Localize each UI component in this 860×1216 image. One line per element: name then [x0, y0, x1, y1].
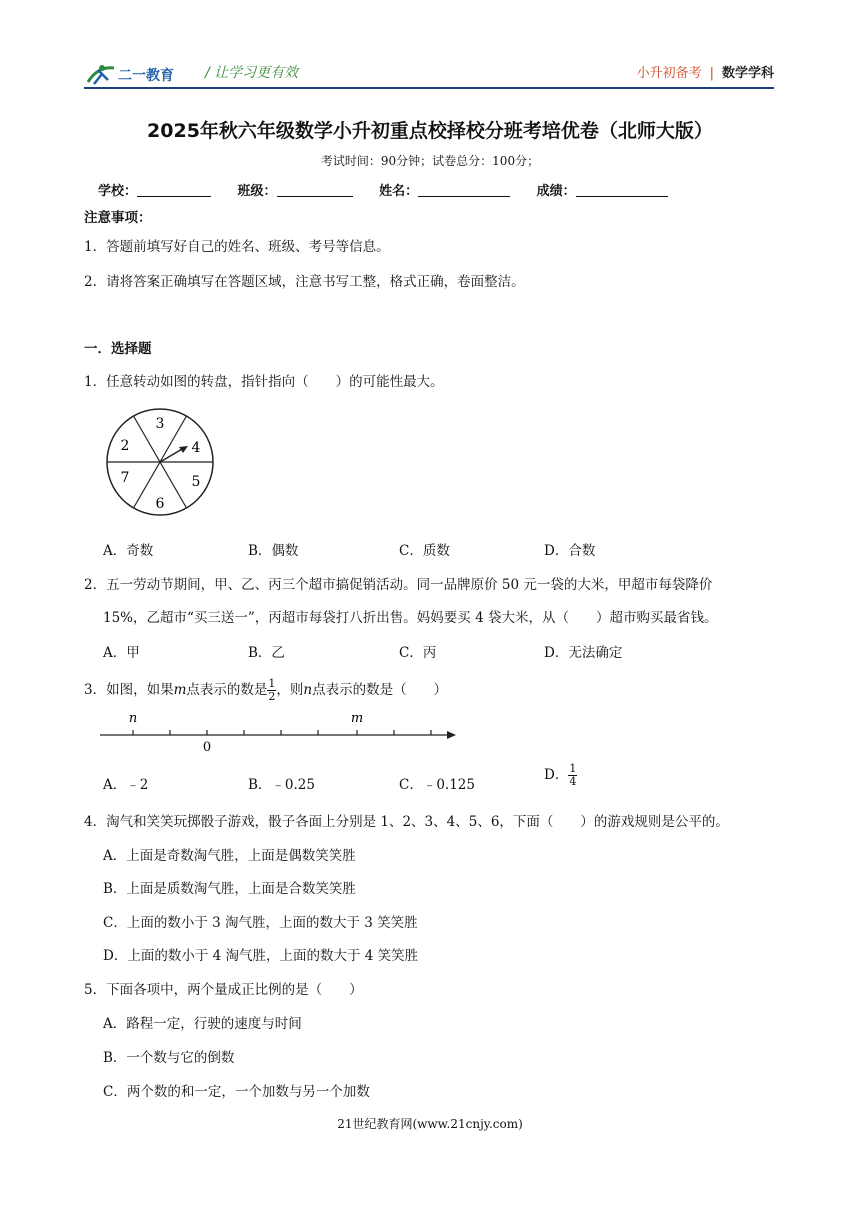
spinner-number: 2 [120, 438, 130, 454]
question-3-stem: 3．如图，如果m点表示的数是 $\frac{1}{2}$ ，则n点表示的数是（ ） [84, 677, 448, 703]
option[interactable]: B．上面是质数淘气胜，上面是合数笑笑胜 [103, 881, 356, 897]
notice-item: 2．请将答案正确填写在答题区域，注意书写工整，格式正确，卷面整洁。 [84, 274, 525, 290]
name-label: 姓名： [379, 184, 419, 199]
logo-text: 二一教育 [118, 68, 174, 84]
label-zero: 0 [202, 740, 212, 755]
subject-label: 数学学科 [721, 66, 774, 81]
header-rule [84, 87, 774, 89]
option[interactable]: D． $\frac{1}{4}$ [544, 762, 577, 788]
spinner-number: 5 [191, 474, 201, 490]
school-blank[interactable] [137, 182, 211, 197]
score-label: 成绩： [536, 184, 576, 199]
notice-heading: 注意事项： [84, 210, 152, 226]
option[interactable]: C．﹣0.125 [399, 777, 475, 793]
spinner-number: 3 [155, 416, 165, 432]
exam-info: 考试时间：90分钟；试卷总分：100分； [320, 154, 540, 168]
option[interactable]: B．乙 [248, 645, 285, 661]
option[interactable]: B．偶数 [248, 543, 299, 559]
option[interactable]: D．合数 [544, 543, 596, 559]
option[interactable]: A．甲 [103, 645, 140, 661]
label-m: m [350, 711, 364, 726]
question-5-stem: 5．下面各项中，两个量成正比例的是（ ） [84, 982, 363, 998]
arrow-icon [447, 731, 456, 739]
spinner-figure [102, 408, 218, 520]
option[interactable]: C．丙 [399, 645, 437, 661]
option[interactable]: C．两个数的和一定，一个加数与另一个加数 [103, 1084, 370, 1100]
section-heading: 一．选择题 [84, 341, 152, 357]
option[interactable]: A．﹣2 [103, 777, 149, 793]
option[interactable]: C．质数 [399, 543, 450, 559]
label-n: n [128, 711, 138, 726]
student-fields [98, 180, 690, 199]
page-title: 2025年秋六年级数学小升初重点校择校分班考培优卷（北师大版） [147, 120, 713, 142]
option[interactable]: D．无法确定 [544, 645, 623, 661]
brand-logo [84, 58, 204, 90]
header-right [637, 62, 774, 81]
page-footer: 21世纪教育网(www.21cnjy.com) [337, 1117, 523, 1131]
option[interactable]: D．上面的数小于 4 淘气胜，上面的数大于 4 笑笑胜 [103, 948, 419, 964]
class-label: 班级： [237, 184, 277, 199]
question-4-stem: 4．淘气和笑笑玩掷骰子游戏，骰子各面上分别是 1、2、3、4、5、6，下面（ ）的游戏规则是公平的。 [84, 814, 729, 830]
option[interactable]: B．一个数与它的倒数 [103, 1050, 235, 1066]
category-label: 小升初备考 [636, 66, 702, 81]
fraction-half: $\frac{1}{2}$ [268, 677, 276, 703]
notice-item: 1．答题前填写好自己的姓名、班级、考号等信息。 [84, 239, 390, 255]
spinner-number: 7 [120, 470, 130, 486]
fraction-quarter: $\frac{1}{4}$ [569, 762, 577, 788]
spinner-number: 4 [191, 440, 201, 456]
option[interactable]: B．﹣0.25 [248, 777, 315, 793]
option[interactable]: A．奇数 [103, 543, 154, 559]
question-1-stem: 1．任意转动如图的转盘，指针指向（ ）的可能性最大。 [84, 374, 444, 390]
question-2-line: 2．五一劳动节期间，甲、乙、丙三个超市搞促销活动。同一品牌原价 50 元一袋的大米，甲超市每袋降价 [84, 577, 713, 593]
class-blank[interactable] [277, 182, 353, 197]
option[interactable]: A．上面是奇数淘气胜，上面是偶数笑笑胜 [103, 848, 356, 864]
option[interactable]: C．上面的数小于 3 淘气胜，上面的数大于 3 笑笑胜 [103, 915, 418, 931]
score-blank[interactable] [576, 182, 668, 197]
school-label: 学校： [98, 184, 138, 199]
number-line [98, 706, 462, 756]
header-separator: | [709, 66, 714, 81]
slogan: / 让学习更有效 [205, 65, 299, 81]
name-blank[interactable] [418, 182, 510, 197]
option[interactable]: A．路程一定，行驶的速度与时间 [103, 1016, 302, 1032]
question-2-line: 15%，乙超市“买三送一”，丙超市每袋打八折出售。妈妈要买 4 袋大米，从（ ）超市购买最省钱。 [103, 610, 718, 626]
spinner-number: 6 [155, 496, 165, 512]
